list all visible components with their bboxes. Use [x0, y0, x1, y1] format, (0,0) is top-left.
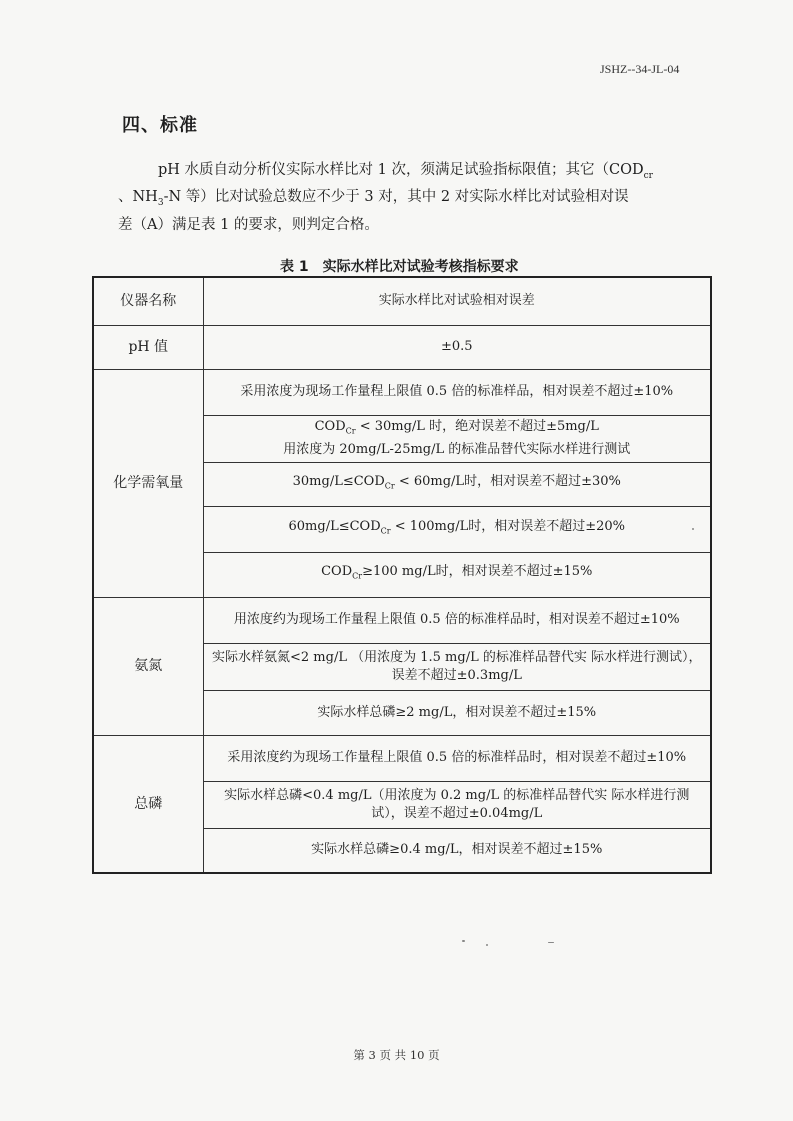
cod-row-4-b: < 100mg/L时，相对误差不超过±20%	[390, 518, 625, 534]
cod-row-5-sub: Cr	[352, 571, 363, 581]
cod-row-5	[203, 552, 711, 597]
header-relative-error: 实际水样比对试验相对误差	[203, 277, 711, 325]
table-row-cod-1	[93, 369, 711, 415]
scan-speck	[548, 942, 554, 943]
cod-row-4	[203, 506, 711, 552]
header-instrument-name: 仪器名称	[93, 277, 203, 325]
nh-row-3: 实际水样总磷≥2 mg/L，相对误差不超过±15%	[203, 690, 711, 735]
paragraph-line-3: 差（A）满足表 1 的要求，则判定合格。	[118, 217, 379, 233]
cod-row-2-c: 用浓度为 20mg/L-25mg/L 的标准品替代实际水样进行测试	[283, 441, 631, 457]
tp-row-2: 实际水样总磷<0.4 mg/L（用浓度为 0.2 mg/L 的标准样品替代实 际水样进行测试），误差不超过±0.04mg/L	[203, 781, 711, 828]
nh-name: 氨氮	[93, 597, 203, 735]
cod-row-3-b: < 60mg/L时，相对误差不超过±30%	[394, 473, 621, 489]
standards-table	[92, 276, 712, 874]
cod-row-1: 采用浓度为现场工作量程上限值 0.5 倍的标准样品，相对误差不超过±10%	[203, 369, 711, 415]
cod-row-5-a: COD	[321, 564, 353, 580]
paragraph-line-1	[158, 161, 718, 185]
cod-name: 化学需氧量	[93, 369, 203, 597]
tp-name: 总磷	[93, 735, 203, 873]
cod-row-4-a: 60mg/L≤COD	[288, 518, 381, 534]
nh3-subscript: 3	[157, 197, 164, 208]
document-code: JSHZ--34-JL-04	[600, 62, 680, 76]
cod-row-3-sub: Cr	[384, 481, 395, 491]
table-header-row	[93, 277, 711, 325]
scan-speck	[692, 528, 694, 530]
cod-row-3	[203, 462, 711, 506]
table-row-ph	[93, 325, 711, 369]
paragraph-line-1-text: pH 水质自动分析仪实际水样比对 1 次，须满足试验指标限值；其它（COD	[158, 162, 644, 178]
table-caption: 表 1 实际水样比对试验考核指标要求	[280, 259, 519, 275]
cod-row-5-b: ≥100 mg/L时，相对误差不超过±15%	[362, 564, 593, 580]
page-number: 第 3 页 共 10 页	[353, 1048, 440, 1062]
scan-speck	[486, 944, 488, 946]
cod-row-2	[203, 415, 711, 462]
cod-row-2-sub: Cr	[345, 426, 356, 436]
nh-row-1: 用浓度约为现场工作量程上限值 0.5 倍的标准样品时，相对误差不超过±10%	[203, 597, 711, 643]
ph-name: pH 值	[93, 325, 203, 369]
nh-row-2: 实际水样氨氮<2 mg/L （用浓度为 1.5 mg/L 的标准样品替代实 际水样进行测试），误差不超过±0.3mg/L	[203, 643, 711, 690]
paragraph-line-2-text-a: 、NH	[118, 189, 158, 205]
table-row-nh-1	[93, 597, 711, 643]
table-row-tp-1	[93, 735, 711, 781]
paragraph-line-2-text-b: -N 等）比对试验总数应不少于 3 对，其中 2 对实际水样比对试验相对误	[163, 189, 629, 205]
tp-row-1: 采用浓度约为现场工作量程上限值 0.5 倍的标准样品时，相对误差不超过±10%	[203, 735, 711, 781]
cod-row-4-sub: Cr	[380, 526, 391, 536]
cod-row-2-b: < 30mg/L 时，绝对误差不超过±5mg/L	[355, 419, 599, 435]
cod-row-3-a: 30mg/L≤COD	[292, 473, 385, 489]
section-title: 四、标准	[122, 115, 198, 136]
cod-subscript: cr	[643, 170, 653, 181]
ph-value: ±0.5	[203, 325, 711, 369]
paragraph-line-2	[118, 188, 678, 212]
scan-speck	[462, 940, 465, 942]
cod-row-2-a: COD	[314, 419, 346, 435]
tp-row-3: 实际水样总磷≥0.4 mg/L，相对误差不超过±15%	[203, 828, 711, 873]
